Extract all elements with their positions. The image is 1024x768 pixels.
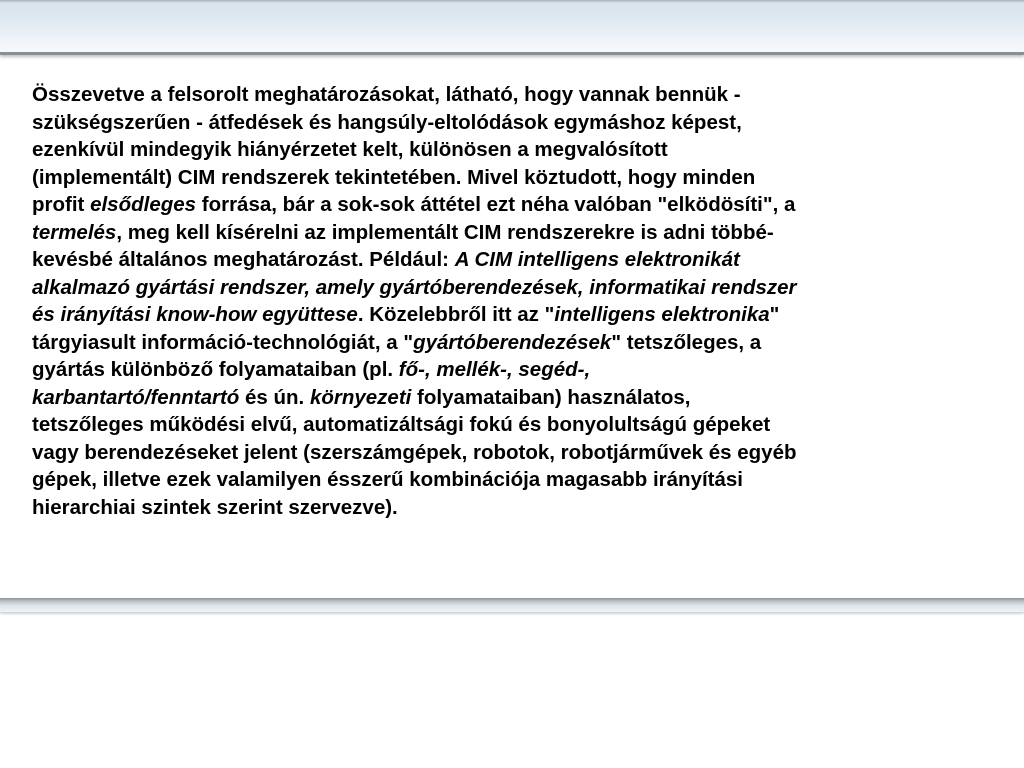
text-run: Összevetve a felsorolt meghatározásokat, látható, hogy vannak bennük - (32, 83, 741, 106)
text-run: tárgyiasult információ-technológiát, a " (32, 330, 414, 354)
text-run: hierarchiai szintek szerint szervezve). (32, 495, 398, 519)
italic-text-run: és irányítási know-how együttese (32, 303, 358, 326)
text-line (32, 466, 994, 494)
text-run: gépek, illetve ezek valamilyen ésszerű kombinációja magasabb irányítási (32, 468, 744, 491)
text-line (32, 329, 994, 357)
header-band (0, 0, 1024, 55)
footer-band (0, 598, 1024, 612)
text-line (32, 191, 994, 219)
text-run: profit (32, 193, 91, 216)
text-run: szükségszerűen - átfedések és hangsúly-eltolódások egymáshoz képest, (32, 110, 742, 134)
text-line (32, 411, 994, 439)
text-run: kevésbé általános meghatározást. Például: (32, 248, 455, 271)
italic-text-run: gyártóberendezések (413, 330, 612, 354)
italic-text-run: fő-, mellék-, segéd-, (398, 358, 591, 381)
text-line (32, 274, 994, 302)
text-run: " tetszőleges, a (611, 330, 762, 354)
text-line (32, 136, 994, 164)
italic-text-run: termelés (32, 220, 117, 244)
text-line (32, 439, 994, 467)
text-run: . Közelebbről itt az " (357, 303, 555, 326)
text-line (32, 246, 994, 274)
text-line (32, 494, 994, 522)
italic-text-run: elsődleges (90, 193, 197, 216)
text-line (32, 164, 994, 192)
italic-text-run: környezeti (309, 385, 412, 409)
text-run: folyamataiban) használatos, (411, 385, 691, 409)
text-line (32, 109, 994, 137)
text-line (32, 81, 994, 109)
text-run: és ún. (239, 385, 310, 409)
text-line (32, 301, 994, 329)
italic-text-run: karbantartó/fenntartó (32, 385, 240, 409)
text-run: vagy berendezéseket jelent (szerszámgépek, robotok, robotjárművek és egyéb (32, 440, 797, 464)
text-run: , meg kell kísérelni az implementált CIM rendszerekre is adni többé- (116, 220, 774, 244)
italic-text-run: A CIM intelligens elektronikát (454, 248, 740, 271)
italic-text-run: intelligens elektronika (554, 303, 770, 326)
text-run: gyártás különböző folyamataiban (pl. (32, 358, 399, 381)
text-run: tetszőleges működési elvű, automatizáltsági fokú és bonyolultságú gépeket (32, 413, 771, 436)
text-run: (implementált) CIM rendszerek tekintetében. Mivel köztudott, hogy minden (32, 165, 756, 189)
text-run: ezenkívül mindegyik hiányérzetet kelt, különösen a megvalósított (32, 138, 668, 161)
text-line (32, 356, 994, 384)
text-run: forrása, bár a sok-sok áttétel ezt néha valóban "elködösíti", a (196, 193, 796, 216)
text-run: " (769, 303, 780, 326)
italic-text-run: alkalmazó gyártási rendszer, amely gyártóberendezések, informatikai rendszer (32, 275, 797, 299)
body-text (32, 81, 994, 521)
text-line (32, 384, 994, 412)
text-line (32, 219, 994, 247)
